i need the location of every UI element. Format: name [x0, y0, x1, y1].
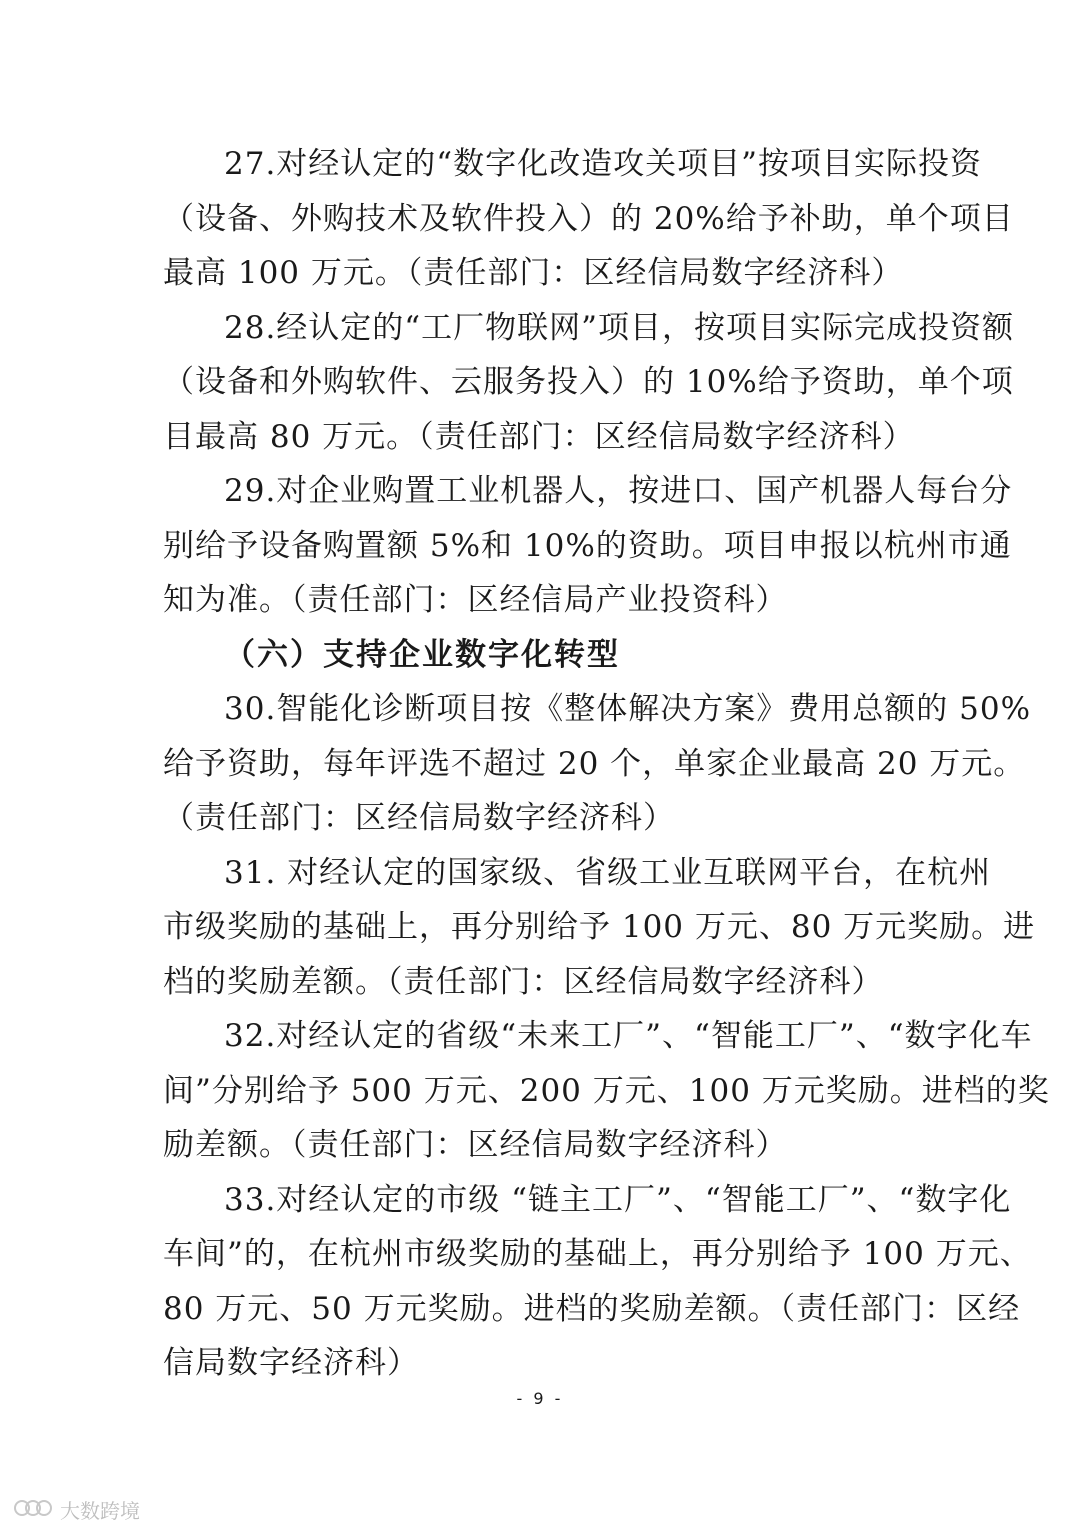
text-line: 给予资助，每年评选不超过 20 个，单家企业最高 20 万元。: [163, 746, 1026, 782]
text-line: 32.对经认定的省级“未来工厂”、“智能工厂”、“数字化车: [224, 1018, 1033, 1054]
text-line: 励差额。（责任部门：区经信局数字经济科）: [163, 1127, 788, 1163]
watermark: [14, 1494, 140, 1524]
text-line: 间”分别给予 500 万元、200 万元、100 万元奖励。进档的奖: [163, 1073, 1050, 1109]
text-line: 31. 对经认定的国家级、省级工业互联网平台，在杭州: [224, 855, 992, 891]
text-line: 80 万元、50 万元奖励。进档的奖励差额。（责任部门：区经: [163, 1291, 1021, 1327]
text-line: 30.智能化诊断项目按《整体解决方案》费用总额的 50%: [224, 691, 1032, 727]
text-line: 27.对经认定的“数字化改造攻关项目”按项目实际投资: [224, 146, 982, 182]
text-line: 最高 100 万元。（责任部门：区经信局数字经济科）: [163, 255, 904, 291]
text-line: 29.对企业购置工业机器人，按进口、国产机器人每台分: [224, 473, 1013, 509]
watermark-text: 大数跨境: [60, 1498, 140, 1523]
text-line: （责任部门：区经信局数字经济科）: [163, 800, 675, 836]
text-line: 车间”的，在杭州市级奖励的基础上，再分别给予 100 万元、: [163, 1236, 1032, 1272]
watermark-logo-icon: [14, 1497, 54, 1521]
section-heading: （六）支持企业数字化转型: [224, 637, 620, 673]
page-number: - 9 -: [516, 1389, 564, 1408]
text-line: 28.经认定的“工厂物联网”项目，按项目实际完成投资额: [224, 310, 1014, 346]
text-line: （设备和外购软件、云服务投入）的 10%给予资助，单个项: [163, 364, 1014, 400]
text-line: （设备、外购技术及软件投入）的 20%给予补助，单个项目: [163, 201, 1014, 237]
text-line: 知为准。（责任部门：区经信局产业投资科）: [163, 582, 788, 618]
text-line: 市级奖励的基础上，再分别给予 100 万元、80 万元奖励。进: [163, 909, 1036, 945]
text-line: 别给予设备购置额 5%和 10%的资助。项目申报以杭州市通: [163, 528, 1012, 564]
text-line: 33.对经认定的市级 “链主工厂”、“智能工厂”、“数字化: [224, 1182, 1012, 1218]
text-line: 目最高 80 万元。（责任部门：区经信局数字经济科）: [163, 419, 915, 455]
text-line: 信局数字经济科）: [163, 1345, 419, 1381]
text-line: 档的奖励差额。（责任部门：区经信局数字经济科）: [163, 964, 884, 1000]
